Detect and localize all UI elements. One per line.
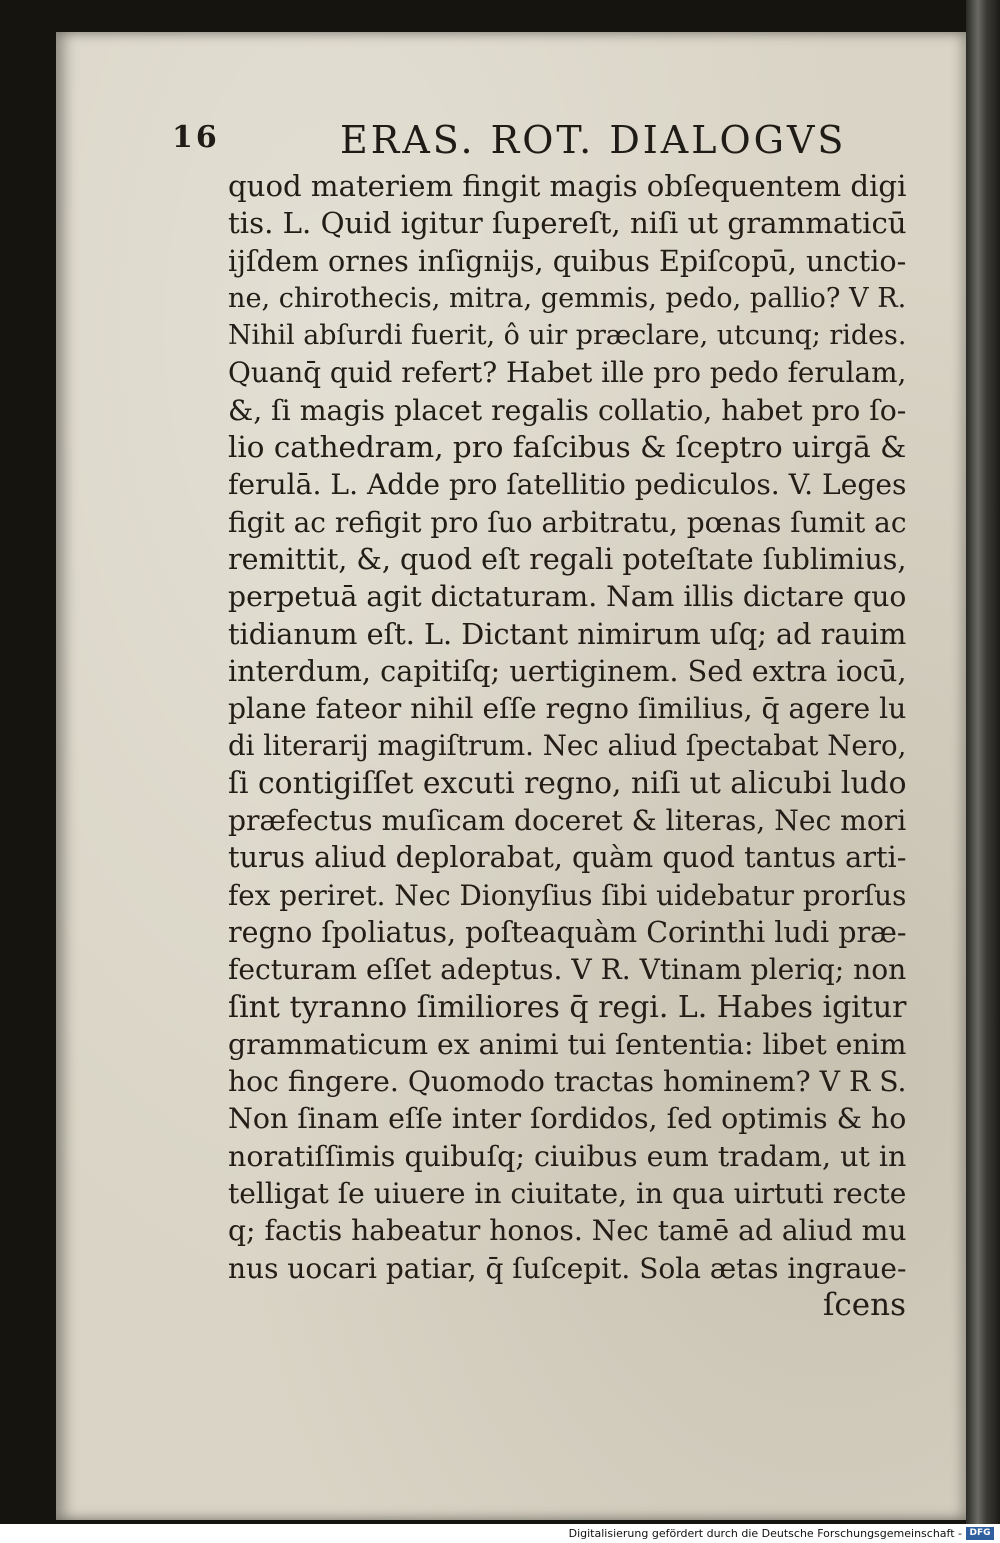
text-line: fex periret. Nec Dionyſius ſibi uidebatur prorſus — [228, 878, 907, 912]
text-line: quod materiem fingit magis obſequentem digi — [228, 169, 907, 203]
text-line: regno ſpoliatus, poſteaquàm Corinthi ludi præ- — [228, 915, 907, 949]
running-title: ERAS. ROT. DIALOGVS — [340, 118, 847, 162]
text-line: ne, chirothecis, mitra, gemmis, pedo, pallio? V R. — [228, 282, 907, 314]
text-line: ſi contigiſſet excuti regno, niſi ut alicubi ludo — [228, 765, 907, 801]
text-line: &, ſi magis placet regalis collatio, habet pro ſo- — [228, 393, 907, 427]
text-line: Non ſinam eſſe inter ſordidos, ſed optimis & ho — [228, 1102, 907, 1136]
text-line: Quanq̄ quid refert? Habet ille pro pedo ferulam, — [228, 356, 907, 390]
text-line: tis. L. Quid igitur ſupereſt, niſi ut grammaticū — [228, 206, 907, 241]
body-text — [228, 168, 910, 1324]
running-head — [172, 118, 847, 168]
text-line: q; factis habeatur honos. Nec tamē ad aliud mu — [228, 1214, 907, 1248]
text-line: lio cathedram, pro faſcibus & ſceptro uirgā & — [228, 430, 907, 465]
text-line: interdum, capitiſq; uertiginem. Sed extra iocū, — [228, 653, 907, 688]
text-line: ijſdem ornes inſignijs, quibus Epiſcopū, unctio- — [228, 243, 907, 278]
text-line: figit ac refigit pro ſuo arbitratu, pœnas ſumit ac — [228, 505, 907, 539]
text-line: di literarij magiſtrum. Nec aliud ſpectabat Nero, — [228, 729, 907, 763]
text-line: perpetuā agit dictaturam. Nam illis dictare quo — [228, 580, 907, 614]
text-line: plane fateor nihil eſſe regno ſimilius, q̄ agere lu — [228, 692, 907, 726]
text-line: turus aliud deplorabat, quàm quod tantus arti- — [228, 840, 907, 875]
text-line: telligat ſe uiuere in ciuitate, in qua uirtuti recte — [228, 1177, 907, 1211]
text-line: præfectus muſicam doceret & literas, Nec mori — [228, 804, 907, 838]
text-line: noratiſſimis quibuſq; ciuibus eum tradam, ut in — [228, 1139, 907, 1173]
text-line: remittit, &, quod eſt regali poteſtate ſublimius, — [228, 541, 907, 576]
text-line: Nihil abſurdi fuerit, ô uir præclare, utcunq; rides. — [228, 320, 907, 352]
text-line: grammaticum ex animi tui ſententia: libet enim — [228, 1027, 907, 1061]
book-edge — [966, 0, 1000, 1530]
text-line: ferulā. L. Adde pro ſatellitio pediculos. V. Leges — [228, 468, 907, 502]
text-line: hoc fingere. Quomodo tractas hominem? V R S. — [228, 1065, 907, 1099]
funding-credit: Digitalisierung gefördert durch die Deutsche Forschungsgemeinschaft - — [568, 1527, 962, 1540]
text-line: tidianum eſt. L. Dictant nimirum uſq; ad rauim — [228, 616, 907, 651]
text-line: ſint tyranno ſimiliores q̄ regi. L. Habes igitur — [228, 989, 907, 1025]
text-line: fecturam eſſet adeptus. V R. Vtinam pleriq; non — [228, 953, 907, 987]
page-number: 16 — [172, 120, 220, 155]
text-line: nus uocari patiar, q̄ ſuſcepit. Sola ætas ingraue- — [228, 1251, 907, 1285]
catchword: ſcens — [822, 1286, 906, 1323]
digitization-footer — [0, 1524, 1000, 1543]
dfg-logo: DFG — [966, 1527, 994, 1540]
